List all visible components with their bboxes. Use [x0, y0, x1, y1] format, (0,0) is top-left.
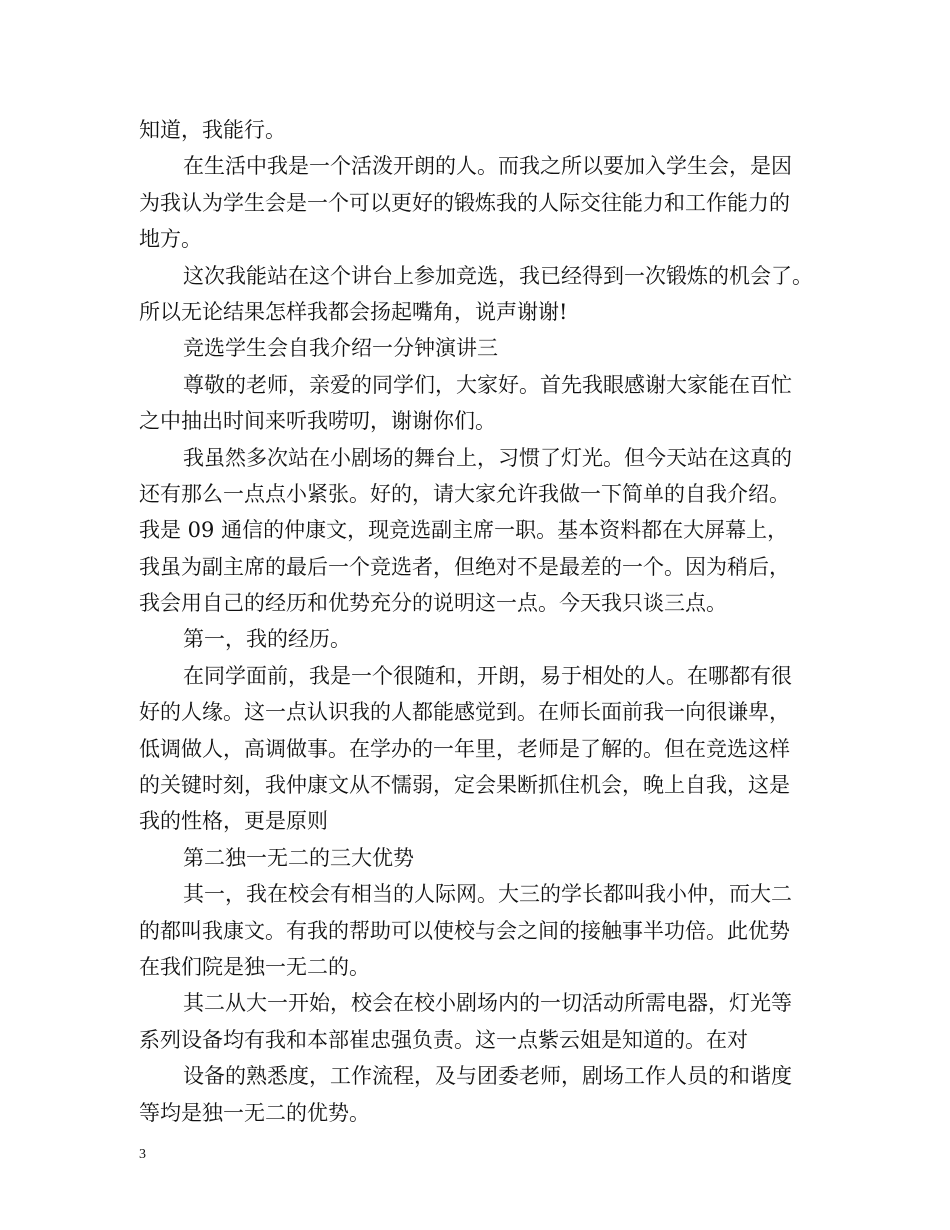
text-line: 我虽为副主席的最后一个竞选者，但绝对不是最差的一个。因为稍后，: [139, 554, 790, 579]
text-line: 系列设备均有我和本部崔忠强负责。这一点紫云姐是知道的。在对: [139, 1027, 748, 1052]
text-line: 低调做人，高调做事。在学办的一年里，老师是了解的。但在竞选这样: [139, 736, 790, 761]
text-line: 我虽然多次站在小剧场的舞台上，习惯了灯光。但今天站在这真的: [183, 445, 792, 470]
text-line: 我会用自己的经历和优势充分的说明这一点。今天我只谈三点。: [139, 591, 727, 616]
section-heading: 第一，我的经历。: [183, 627, 351, 652]
text-line: 我是 09 通信的仲康文，现竞选副主席一职。基本资料都在大屏幕上，: [139, 518, 789, 543]
text-line: 等均是独一无二的优势。: [139, 1100, 370, 1125]
text-line: 设备的熟悉度，工作流程，及与团委老师，剧场工作人员的和谐度: [183, 1064, 792, 1089]
text-line: 的都叫我康文。有我的帮助可以使校与会之间的接触事半功倍。此优势: [139, 918, 790, 943]
text-line: 在生活中我是一个活泼开朗的人。而我之所以要加入学生会，是因: [183, 154, 792, 179]
section-heading: 第二独一无二的三大优势: [183, 845, 414, 870]
text-line: 为我认为学生会是一个可以更好的锻炼我的人际交往能力和工作能力的: [139, 190, 790, 215]
text-line: 在同学面前，我是一个很随和，开朗，易于相处的人。在哪都有很: [183, 663, 792, 688]
text-line: 好的人缘。这一点认识我的人都能感觉到。在师长面前我一向很谦卑，: [139, 700, 790, 725]
document-body: [139, 112, 839, 1131]
text-line: 的关键时刻，我仲康文从不懦弱，定会果断抓住机会，晚上自我，这是: [139, 773, 790, 798]
text-line: 其一，我在校会有相当的人际网。大三的学长都叫我小仲，而大二: [183, 882, 792, 907]
text-line: 尊敬的老师，亲爱的同学们，大家好。首先我眼感谢大家能在百忙: [183, 372, 792, 397]
text-line: 之中抽出时间来听我唠叨，谢谢你们。: [139, 409, 496, 434]
section-heading: 竞选学生会自我介绍一分钟演讲三: [183, 336, 498, 361]
page-number: 3: [139, 1147, 146, 1162]
text-line: 地方。: [139, 227, 202, 252]
text-line: 我的性格，更是原则: [139, 809, 328, 834]
text-line: 其二从大一开始，校会在校小剧场内的一切活动所需电器，灯光等: [183, 991, 792, 1016]
text-line: 还有那么一点点小紧张。好的，请大家允许我做一下简单的自我介绍。: [139, 481, 790, 506]
text-line: 知道，我能行。: [139, 118, 286, 142]
text-line: 在我们院是独一无二的。: [139, 954, 370, 979]
text-line: 所以无论结果怎样我都会扬起嘴角，说声谢谢!: [139, 299, 568, 324]
text-line: 这次我能站在这个讲台上参加竞选，我已经得到一次锻炼的机会了。: [183, 263, 813, 288]
